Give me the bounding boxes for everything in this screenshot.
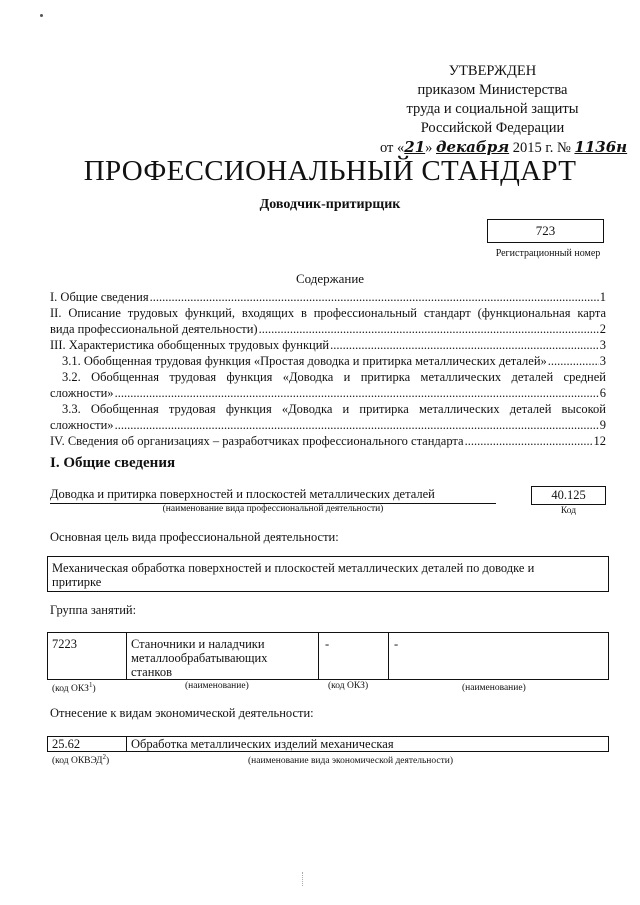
handwritten-number: 1136н: [574, 138, 628, 156]
caption-text: (код ОКЗ: [52, 684, 89, 695]
toc-item[interactable]: [50, 417, 606, 433]
toc-item-text: IV. Сведения об организациях – разработчиках профессионального стандарта: [50, 434, 464, 448]
toc-item-text: сложности»: [50, 386, 114, 400]
toc-item-text: I. Общие сведения: [50, 290, 149, 304]
okved-code: 25.62: [52, 737, 81, 751]
approval-block: [380, 62, 628, 158]
okz-name: [131, 637, 268, 679]
document-title: ПРОФЕССИОНАЛЬНЫЙ СТАНДАРТ: [83, 155, 577, 187]
toc-item-wrap-line: II. Описание трудовых функций, входящих в профессиональный стандарт (функциональная карта: [50, 306, 606, 320]
toc-item-text: 3.1. Обобщенная трудовая функция «Простая доводка и притирка металлических деталей»: [62, 354, 547, 368]
caption-text: ): [105, 756, 110, 767]
handwritten-day: 21: [404, 138, 426, 156]
toc-item-page: 9: [599, 418, 606, 432]
toc-item-text: вида профессиональной деятельности): [50, 322, 258, 336]
toc-item[interactable]: [50, 321, 606, 337]
goal-text-line: притирке: [52, 575, 102, 589]
toc-item-page: 6: [599, 386, 606, 400]
date-prefix: от «: [380, 140, 405, 156]
okz-name-line: металлообрабатывающих: [131, 651, 268, 665]
scan-mark: [302, 872, 311, 886]
okz-code-2: -: [325, 637, 330, 651]
date-year: 2015 г. №: [512, 140, 571, 156]
goal-box: [47, 556, 609, 592]
toc-item-page: 2: [599, 322, 606, 336]
group-label: Группа занятий:: [50, 603, 137, 617]
activity-code-box: 40.125: [531, 486, 606, 505]
okz-code-2-caption: (код ОКЗ): [328, 681, 369, 691]
activity-name: Доводка и притирка поверхностей и плоскостей металлических деталей: [50, 487, 496, 504]
section-heading: I. Общие сведения: [50, 455, 176, 471]
registration-number-box: 723: [487, 219, 604, 243]
toc-item-wrap-line: 3.2. Обобщенная трудовая функция «Доводка и притирка металлических деталей средней: [62, 370, 606, 384]
approval-line-2: приказом Министерства: [417, 82, 568, 98]
toc-item-page: 1: [599, 290, 606, 304]
toc-item-text: III. Характеристика обобщенных трудовых функций: [50, 338, 330, 352]
caption-text: (код ОКВЭД: [52, 756, 103, 767]
approval-line-3: труда и социальной защиты: [406, 101, 579, 117]
code-caption: Код: [560, 506, 577, 516]
toc-item-wrap-line: 3.3. Обобщенная трудовая функция «Доводка и притирка металлических деталей высокой: [62, 402, 606, 416]
toc-item[interactable]: [50, 385, 606, 401]
okz-name-line: станков: [131, 665, 172, 679]
okz-name-caption: (наименование): [185, 681, 249, 691]
activity-caption: (наименование вида профессиональной деятельности): [162, 504, 384, 514]
okz-code: 7223: [52, 637, 77, 651]
table-of-contents: [50, 289, 606, 449]
toc-item[interactable]: [50, 289, 606, 305]
toc-item[interactable]: [50, 337, 606, 353]
scan-dot: [40, 14, 43, 17]
okz-code-caption: [52, 681, 96, 694]
handwritten-month: декабря: [436, 138, 510, 156]
toc-item-text: сложности»: [50, 418, 114, 432]
approval-line-1: УТВЕРЖДЕН: [448, 63, 537, 79]
okz-name-2-caption: (наименование): [462, 683, 526, 693]
group-table: [47, 632, 609, 680]
okved-code-caption: [52, 753, 109, 766]
footnote-mark: 1: [88, 681, 93, 689]
registration-number-label: Регистрационный номер: [495, 248, 601, 259]
toc-item[interactable]: [50, 353, 606, 369]
date-mid: »: [425, 140, 433, 156]
toc-item-page: 3: [599, 354, 606, 368]
approval-line-4: Российской Федерации: [420, 120, 565, 136]
profession-name: Доводчик-притирщик: [259, 197, 401, 212]
toc-item[interactable]: [50, 433, 606, 449]
toc-item-page: 12: [593, 434, 606, 448]
toc-heading: Содержание: [295, 271, 365, 286]
okved-name: Обработка металлических изделий механическая: [131, 737, 394, 751]
toc-item-page: 3: [599, 338, 606, 352]
okved-name-caption: (наименование вида экономической деятельности): [248, 756, 453, 766]
econ-label: Отнесение к видам экономической деятельности:: [50, 706, 314, 720]
footnote-mark: 2: [102, 753, 106, 761]
caption-text: ): [92, 684, 96, 695]
goal-text-line: Механическая обработка поверхностей и плоскостей металлических деталей по доводке и: [52, 561, 535, 575]
okz-name-line: Станочники и наладчики: [131, 637, 265, 651]
goal-label: Основная цель вида профессиональной деятельности:: [50, 530, 339, 544]
okz-name-2: -: [394, 637, 399, 651]
econ-table: [47, 736, 609, 752]
